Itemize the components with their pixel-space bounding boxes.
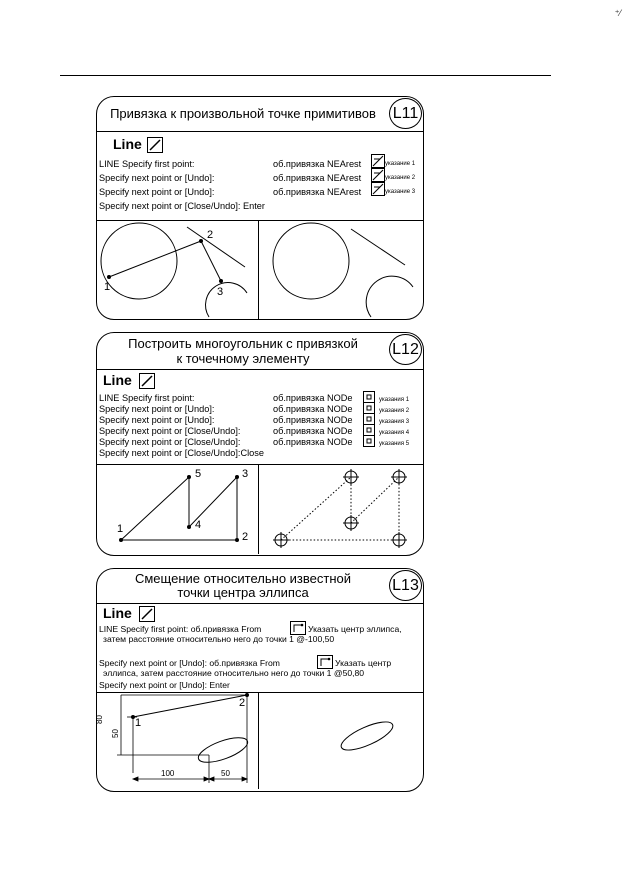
card-l12-title-line2: к точечному элементу <box>176 351 310 366</box>
card-l13-commands <box>97 604 423 693</box>
nearest-snap-icon[interactable] <box>371 168 385 182</box>
dimension-50-vertical: 50 <box>110 729 120 738</box>
corner-mark: ⁺⁄ <box>614 8 621 18</box>
line-command-label: Line <box>113 136 142 152</box>
card-l11-drawings <box>97 221 423 319</box>
hint-label-4: указания 4 <box>379 430 410 436</box>
line-tool-icon[interactable] <box>139 373 155 389</box>
command-row-3: Specify next point or [Undo]: Enter <box>99 680 230 690</box>
card-l11-title: Привязка к произвольной точке примитивов <box>110 106 376 121</box>
point-label-3: 3 <box>242 468 249 480</box>
snap-label-2: об.привязка NODe <box>273 404 353 414</box>
card-l11-header <box>97 97 423 132</box>
command-row-2: Specify next point or [Undo]: <box>99 173 215 183</box>
point-label-1: 1 <box>135 717 142 729</box>
dimension-50-horizontal: 50 <box>221 769 230 778</box>
card-l12-header <box>97 333 423 370</box>
card-l11 <box>96 96 424 320</box>
hint-label-1: указание 1 <box>385 161 416 167</box>
point-label-5: 5 <box>195 468 202 480</box>
node-snap-icon[interactable] <box>363 435 375 447</box>
dimension-80: 80 <box>94 715 104 724</box>
hint-label-2: указания 2 <box>379 408 410 414</box>
line-tool-icon[interactable] <box>147 137 163 153</box>
command-row-6: Specify next point or [Close/Undo]:Close <box>99 448 264 458</box>
point-label-4: 4 <box>195 519 202 531</box>
card-l12-badge: L12 <box>389 334 422 365</box>
from-snap-icon[interactable] <box>290 621 306 635</box>
point-label-1: 1 <box>104 281 111 293</box>
card-l13-title-line1: Смещение относительно известной <box>134 571 351 586</box>
point-label-2: 2 <box>242 531 249 543</box>
dimension-100: 100 <box>161 769 175 778</box>
card-l12-commands <box>97 370 423 465</box>
snap-label-5: об.привязка NODe <box>273 437 353 447</box>
card-l13-badge: L13 <box>389 570 422 601</box>
snap-label-1: об.привязка NEArest <box>273 159 362 169</box>
command-row-1: LINE Specify first point: <box>99 393 195 403</box>
snap-label-3: об.привязка NODe <box>273 415 353 425</box>
hint-label-5: указания 5 <box>379 441 410 447</box>
command-row-2: Specify next point or [Undo]: <box>99 404 215 414</box>
hint-label-3: указание 3 <box>385 189 416 195</box>
point-label-2: 2 <box>207 229 214 241</box>
hint-label-2: указание 2 <box>385 175 416 181</box>
snap-label-4: об.привязка NODe <box>273 426 353 436</box>
command-row-3: Specify next point or [Undo]: <box>99 415 215 425</box>
card-l13-header <box>97 569 423 604</box>
command-row-1: LINE Specify first point: <box>99 159 195 169</box>
card-l12-title-line1: Построить многоугольник с привязкой <box>128 336 358 351</box>
command-row-1-hint: Указать центр эллипса, <box>308 624 402 634</box>
l13-drawing <box>94 693 423 789</box>
nearest-snap-icon[interactable] <box>371 154 385 168</box>
command-row-4: Specify next point or [Close/Undo]: Enter <box>99 201 265 211</box>
command-row-4: Specify next point or [Close/Undo]: <box>99 426 241 436</box>
card-l11-commands <box>97 132 423 221</box>
l12-drawing <box>97 465 423 554</box>
command-row-2: Specify next point or [Undo]: об.привязка From <box>99 658 280 668</box>
snap-label-1: об.привязка NODe <box>273 393 353 403</box>
line-command-label: Line <box>103 372 132 388</box>
card-l12-drawings <box>97 465 423 554</box>
card-l11-badge: L11 <box>389 98 422 129</box>
point-label-1: 1 <box>117 523 124 535</box>
from-snap-icon[interactable] <box>317 655 333 669</box>
card-l13-drawings <box>94 693 423 789</box>
hint-label-1: указания 1 <box>379 397 410 403</box>
command-row-1-cont: затем расстояние относительно него до точки 1 @-100,50 <box>103 634 335 644</box>
snap-label-3: об.привязка NEArest <box>273 187 362 197</box>
command-row-3: Specify next point or [Undo]: <box>99 187 215 197</box>
command-row-5: Specify next point or [Close/Undo]: <box>99 437 241 447</box>
card-l13-title-line2: точки центра эллипса <box>177 585 309 600</box>
line-command-label: Line <box>103 605 132 621</box>
l11-drawing <box>97 221 423 319</box>
nearest-snap-icon[interactable] <box>371 182 385 196</box>
line-tool-icon[interactable] <box>139 606 155 622</box>
command-row-2-cont: эллипса, затем расстояние относительно него до точки 1 @50,80 <box>103 668 365 678</box>
snap-label-2: об.привязка NEArest <box>273 173 362 183</box>
command-row-2-hint: Указать центр <box>335 658 392 668</box>
command-row-1: LINE Specify first point: об.привязка From <box>99 624 262 634</box>
point-label-3: 3 <box>217 286 224 298</box>
card-l13 <box>96 568 424 792</box>
page-rule <box>60 75 551 76</box>
card-l12 <box>96 332 424 556</box>
hint-label-3: указания 3 <box>379 419 410 425</box>
point-label-2: 2 <box>239 697 246 709</box>
